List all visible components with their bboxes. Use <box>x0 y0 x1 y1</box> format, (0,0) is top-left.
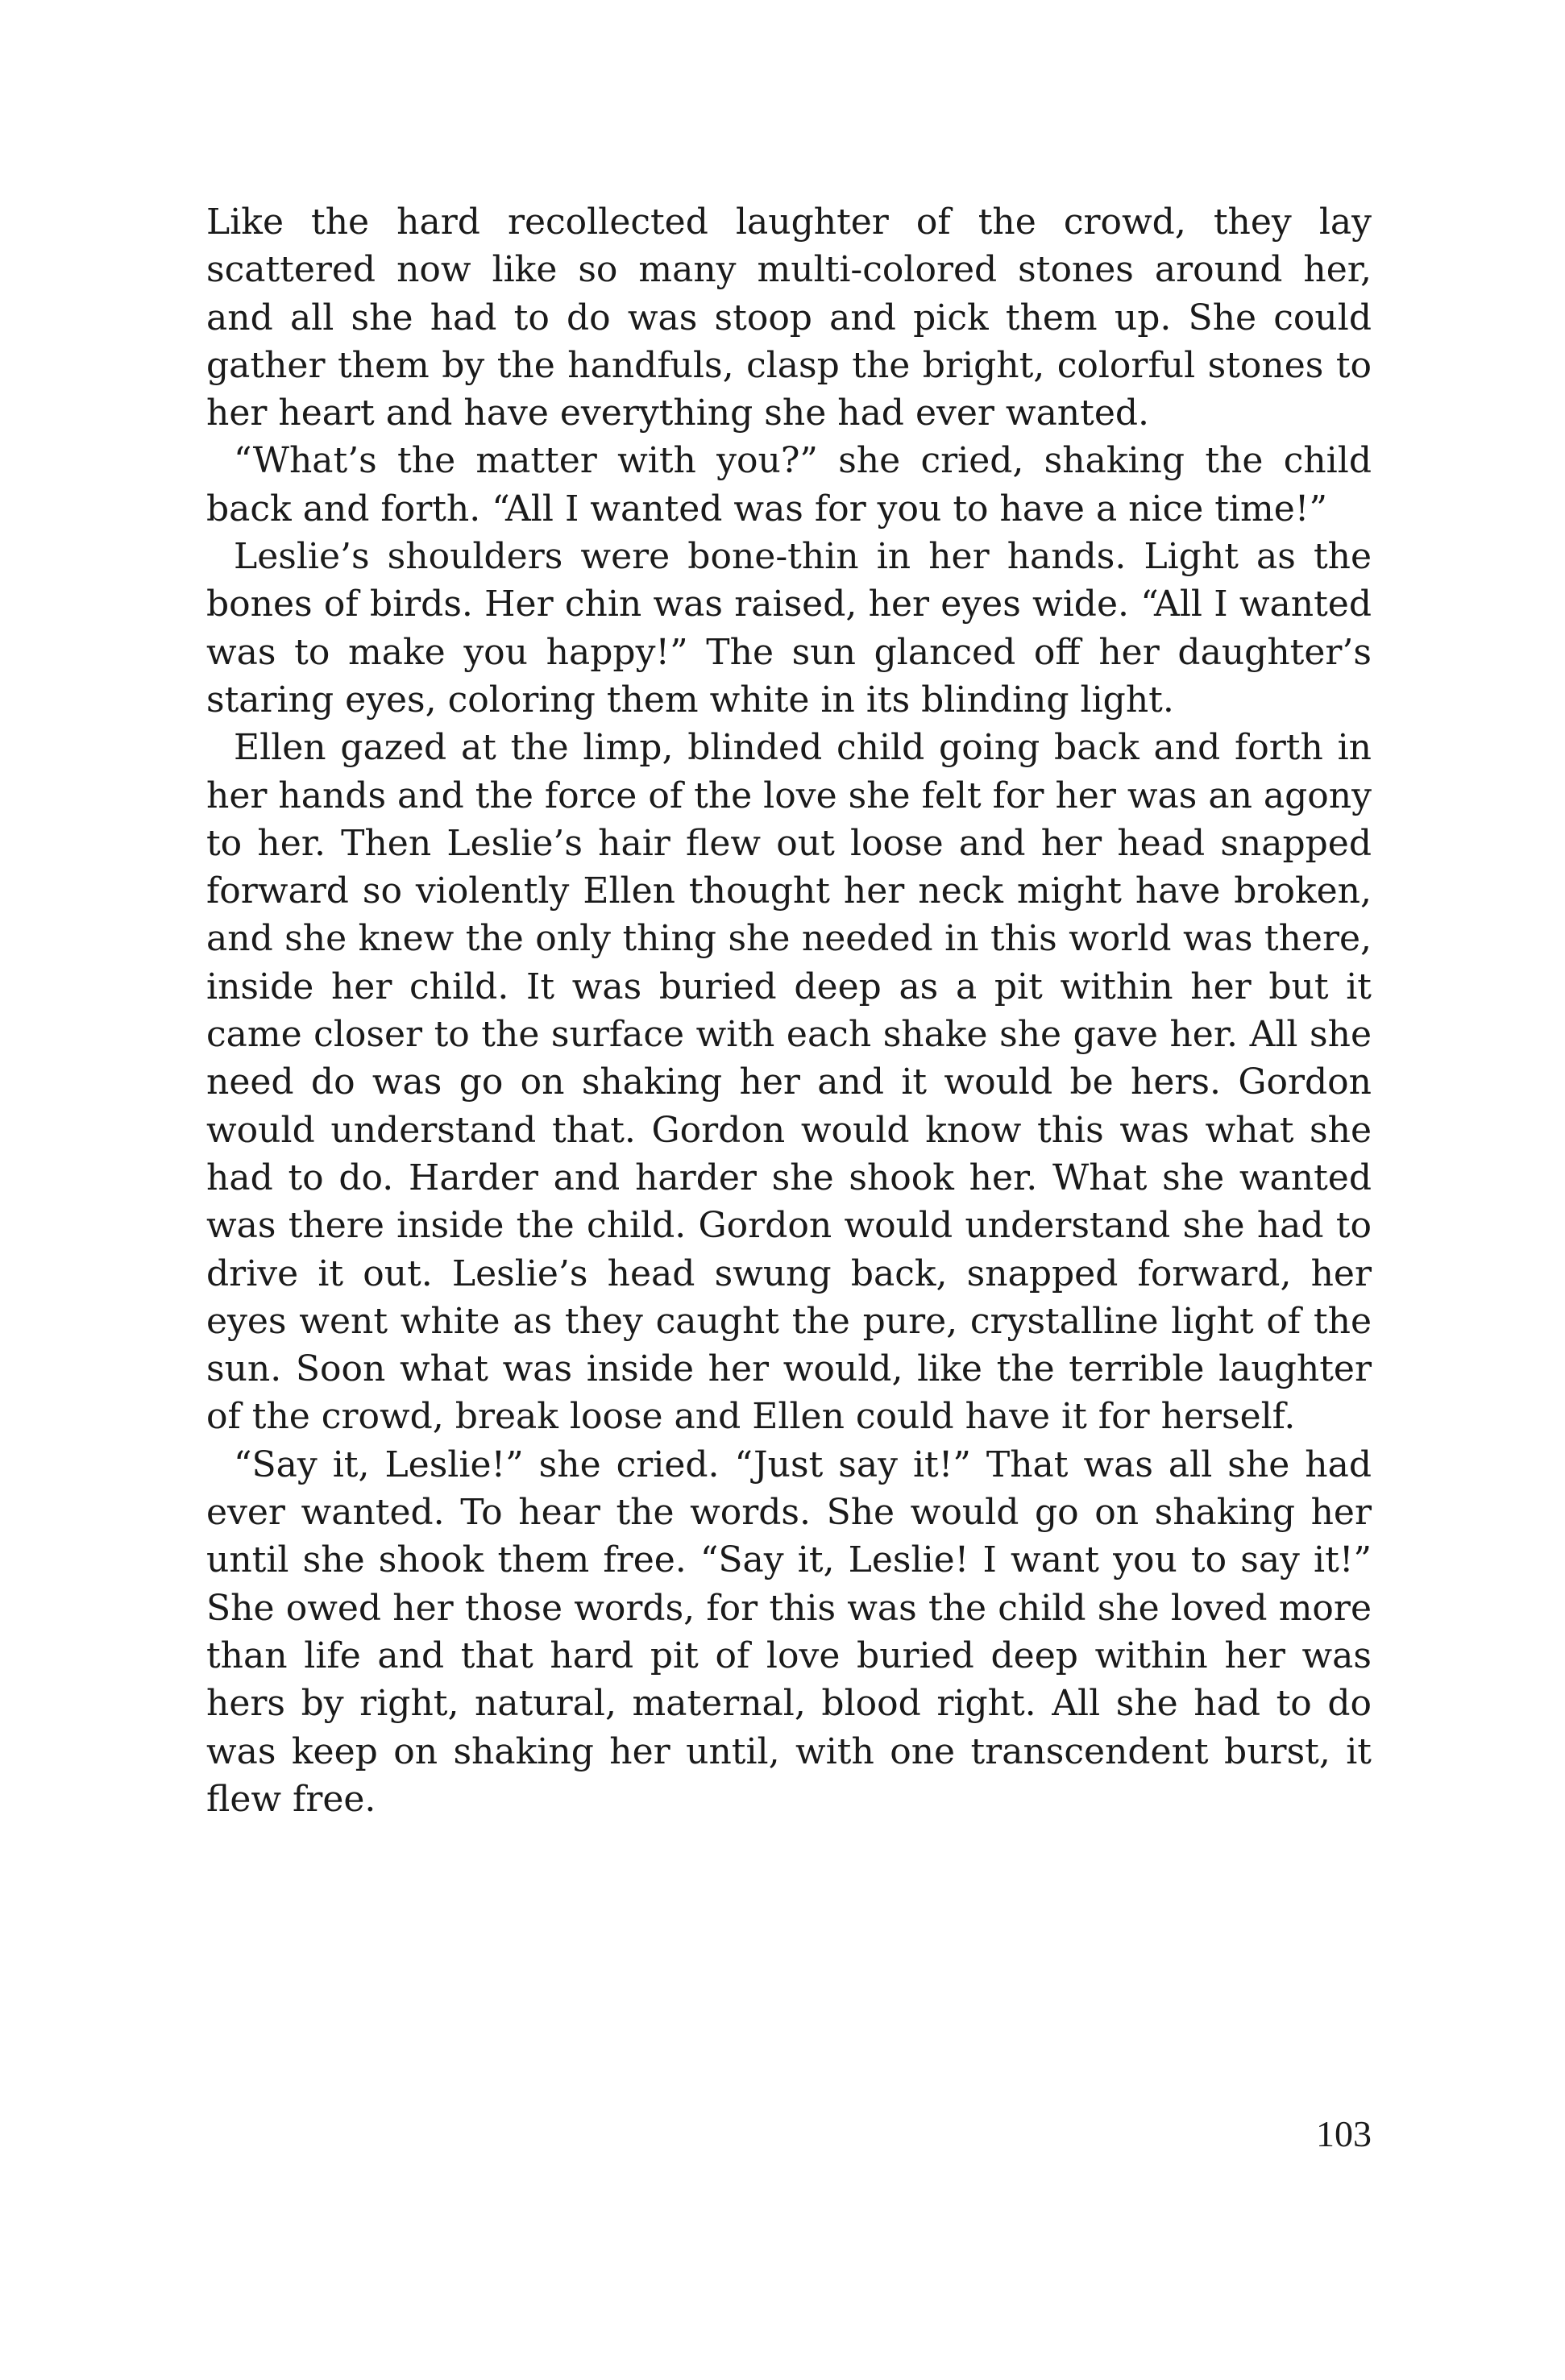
paragraph-4: Ellen gazed at the limp, blinded child going back and forth in her hands and the force of the love she felt for her was an agony to her. Then Leslie’s hair flew out loose and her head snapped forward so violently Ellen thought her neck might have broken, and she knew the only thing she needed in this world was there, inside her child. It was buried deep as a pit within her but it came closer to the surface with each shake she gave her. All she need do was go on shaking her and it would be hers. Gordon would understand that. Gordon would know this was what she had to do. Harder and harder she shook her. What she wanted was there inside the child. Gordon would understand she had to drive it out. Leslie’s head swung back, snapped forward, her eyes went white as they caught the pure, crystalline light of the sun. Soon what was inside her would, like the terrible laughter of the crowd, break loose and Ellen could have it for herself. <box>206 727 1372 1438</box>
page-number: 103 <box>1316 2113 1372 2154</box>
paragraph-1: Like the hard recollected laughter of the crowd, they lay scattered now like so many multi-colored stones around her, and all she had to do was stoop and pick them up. She could gather them by the handfuls, clasp the bright, colorful stones to her heart and have everything she had ever wanted. <box>206 201 1372 434</box>
paragraph-3: Leslie’s shoulders were bone-thin in her hands. Light as the bones of birds. Her chin was raised, her eyes wide. “All I wanted was to make you happy!” The sun glanced off her daughter’s staring eyes, coloring them white in its blinding light. <box>206 536 1372 721</box>
paragraph-2: “What’s the matter with you?” she cried, shaking the child back and forth. “All I wanted was for you to have a nice time!” <box>206 440 1372 530</box>
paragraph-5: “Say it, Leslie!” she cried. “Just say it!” That was all she had ever wanted. To hear the words. She would go on shaking her until she shook them free. “Say it, Leslie! I want you to say it!” She owed her those words, for this was the child she loved more than life and that hard pit of love buried deep within her was hers by right, natural, maternal, blood right. All she had to do was keep on shaking her until, with one transcendent burst, it flew free. <box>206 1443 1372 1820</box>
body-text <box>206 198 1372 1823</box>
